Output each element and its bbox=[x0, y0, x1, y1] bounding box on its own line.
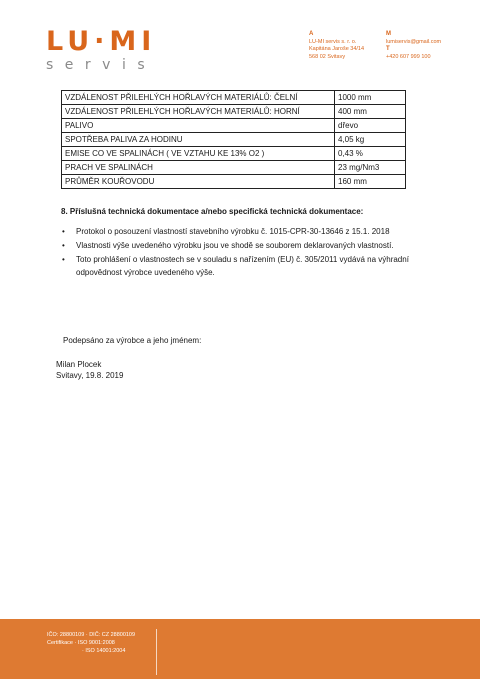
param-value: 160 mm bbox=[335, 175, 406, 189]
param-value: 4,05 kg bbox=[335, 133, 406, 147]
table-row bbox=[62, 147, 406, 161]
param-label: EMISE CO VE SPALINÁCH ( VE VZTAHU KE 13% O2 ) bbox=[62, 147, 335, 161]
list-item-text: Vlastnosti výše uvedeného výrobku jsou ve shodě se souborem deklarovaných vlastností. bbox=[76, 241, 394, 250]
footer-divider bbox=[156, 629, 157, 675]
footer-info bbox=[47, 631, 135, 655]
list-item bbox=[58, 253, 438, 279]
contact-communication bbox=[386, 31, 441, 61]
address-line: 568 02 Svitavy bbox=[309, 53, 346, 60]
section-heading: 8. Příslušná technická dokumentace a/nebo specifická technická dokumentace: bbox=[61, 207, 364, 216]
signatory-name: Milan Plocek bbox=[56, 360, 102, 369]
table-row bbox=[62, 175, 406, 189]
bullet-icon: • bbox=[62, 255, 65, 264]
address-key: A bbox=[309, 31, 314, 37]
param-label: VZDÁLENOST PŘILEHLÝCH HOŘLAVÝCH MATERIÁLŮ: HORNÍ bbox=[62, 105, 335, 119]
bullet-icon: • bbox=[62, 227, 65, 236]
param-value: 1000 mm bbox=[335, 91, 406, 105]
param-value: 0,43 % bbox=[335, 147, 406, 161]
param-label: VZDÁLENOST PŘILEHLÝCH HOŘLAVÝCH MATERIÁLŮ: ČELNÍ bbox=[62, 91, 335, 105]
company-ids: IČO: 28800109 · DIČ: CZ 28800109 bbox=[47, 632, 136, 638]
param-value: dřevo bbox=[335, 119, 406, 133]
logo-subtitle: servis bbox=[46, 57, 157, 73]
table-row bbox=[62, 119, 406, 133]
list-item bbox=[58, 225, 438, 238]
param-label: SPOTŘEBA PALIVA ZA HODINU bbox=[62, 133, 335, 147]
param-value: 400 mm bbox=[335, 105, 406, 119]
phone-key: T bbox=[386, 46, 390, 52]
param-value: 23 mg/Nm3 bbox=[335, 161, 406, 175]
address-line: Kapitána Jaroše 34/14 bbox=[309, 46, 365, 52]
table-row bbox=[62, 133, 406, 147]
table-row bbox=[62, 91, 406, 105]
param-label: PALIVO bbox=[62, 119, 335, 133]
email-link[interactable]: lumiservis@gmail.com bbox=[386, 38, 442, 45]
company-logo bbox=[46, 28, 156, 73]
contact-address bbox=[309, 31, 364, 61]
phone-number: +420 607 999 100 bbox=[386, 53, 431, 60]
table-row bbox=[62, 161, 406, 175]
place-and-date: Svitavy, 19.8. 2019 bbox=[56, 371, 124, 380]
documentation-list bbox=[58, 225, 438, 280]
list-item bbox=[58, 239, 438, 252]
param-label: PRŮMĚR KOUŘOVODU bbox=[62, 175, 335, 189]
parameters-table bbox=[61, 90, 406, 189]
table-row bbox=[62, 105, 406, 119]
list-item-text: Toto prohlášení o vlastnostech se v souladu s nařízením (EU) č. 305/2011 vydává na výhradní odpovědnost výrobce uvedeného výše. bbox=[76, 255, 409, 277]
address-line: LU-MI servis s. r. o. bbox=[309, 38, 357, 45]
certification-line: · ISO 14001:2004 bbox=[82, 648, 126, 654]
param-label: PRACH VE SPALINÁCH bbox=[62, 161, 335, 175]
certification-line: Certifikace · ISO 9001:2008 bbox=[47, 640, 115, 646]
bullet-icon: • bbox=[62, 241, 65, 250]
mail-key: M bbox=[386, 31, 391, 37]
footer-bar bbox=[0, 619, 480, 679]
logo-wordmark: LU·MI bbox=[46, 26, 157, 57]
list-item-text: Protokol o posouzení vlastností stavebního výrobku č. 1015-CPR-30-13646 z 15.1. 2018 bbox=[76, 227, 390, 236]
signature-statement: Podepsáno za výrobce a jeho jménem: bbox=[63, 336, 202, 345]
